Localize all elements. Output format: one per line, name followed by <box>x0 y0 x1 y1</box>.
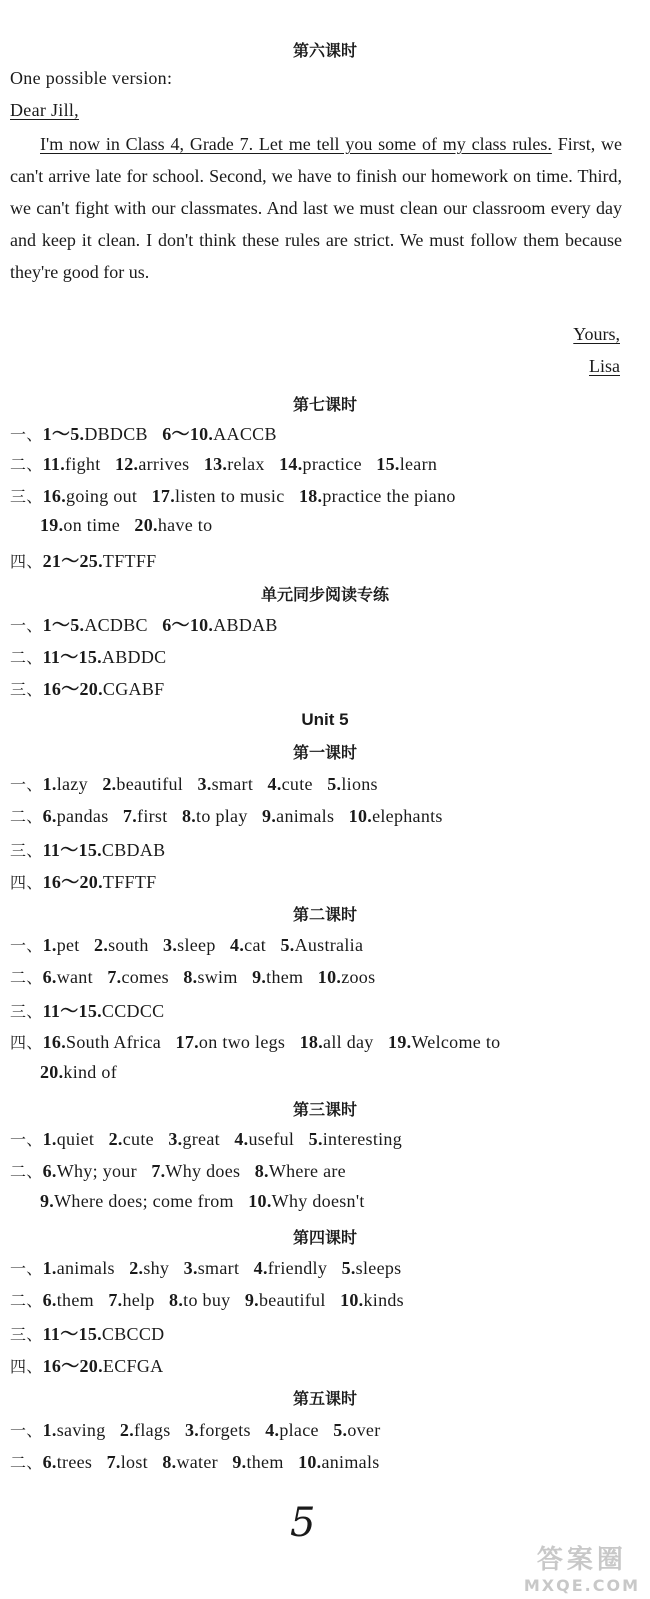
u5-l1-section-4: 四、16～20.TFFTF <box>10 872 157 892</box>
l7-section-4: 四、21～25.TFTFF <box>10 551 157 571</box>
u5-l3-section-1: 一、1.quiet 2.cute 3.great 4.useful 5.interesting <box>10 1129 403 1149</box>
u5-l3-title: 第三课时 <box>292 1100 357 1119</box>
lesson6-title: 第六课时 <box>292 41 357 60</box>
u5-l5-section-2: 二、6.trees 7.lost 8.water 9.them 10.animals <box>10 1452 380 1472</box>
essay-body-lead: I'm now in Class 4, Grade 7. Let me tell you some of my class rules. <box>40 134 552 154</box>
u5-l2-section-3: 三、11～15.CCDCC <box>10 1001 165 1021</box>
u5-l3-section-2: 二、6.Why; your 7.Why does 8.Where are <box>10 1161 346 1181</box>
page-number: 5 <box>290 1500 316 1546</box>
lesson7-title: 第七课时 <box>292 395 357 414</box>
u5-l5-section-1: 一、1.saving 2.flags 3.forgets 4.place 5.over <box>10 1420 381 1440</box>
u5-l2-section-2: 二、6.want 7.comes 8.swim 9.them 10.zoos <box>10 967 376 987</box>
essay-greeting: Dear Jill, <box>10 100 79 120</box>
essay-body <box>10 128 622 288</box>
essay-closing: Yours, <box>573 324 620 344</box>
u5-l3-section-2-cont: 9.Where does; come from 10.Why doesn't <box>40 1191 365 1211</box>
unit5-title: Unit 5 <box>301 710 349 729</box>
u5-l4-section-2: 二、6.them 7.help 8.to buy 9.beautiful 10.kinds <box>10 1290 404 1310</box>
u5-l1-section-3: 三、11～15.CBDAB <box>10 840 166 860</box>
reading-section-3: 三、16～20.CGABF <box>10 679 165 699</box>
u5-l4-section-4: 四、16～20.ECFGA <box>10 1356 164 1376</box>
u5-l1-section-2: 二、6.pandas 7.first 8.to play 9.animals 10.elephants <box>10 806 443 826</box>
u5-l2-section-1: 一、1.pet 2.south 3.sleep 4.cat 5.Australia <box>10 935 364 955</box>
u5-l4-title: 第四课时 <box>292 1228 357 1247</box>
reading-section-1: 一、1～5.ACDBC 6～10.ABDAB <box>10 615 278 635</box>
l7-section-2: 二、11.fight 12.arrives 13.relax 14.practice 15.learn <box>10 454 438 474</box>
watermark-logo <box>524 1539 640 1595</box>
essay-signature: Lisa <box>589 356 620 376</box>
l7-section-3-cont: 19.on time 20.have to <box>40 515 213 535</box>
u5-l5-title: 第五课时 <box>292 1389 357 1408</box>
watermark-text: 答案圈 <box>536 1545 627 1575</box>
watermark-url: MXQE.COM <box>523 1576 640 1595</box>
essay-body-rest: First, we can't arrive late for school. Second, we have to finish our homework on time. Third, we can't fight with our classmates. And last we must clean our classroom every day and keep it clean. I don't think these rules are strict. We must follow them because they're good for us. <box>10 134 623 282</box>
u5-l2-title: 第二课时 <box>292 905 357 924</box>
u5-l2-section-4: 四、16.South Africa 17.on two legs 18.all day 19.Welcome to <box>10 1032 501 1052</box>
u5-l1-section-1: 一、1.lazy 2.beautiful 3.smart 4.cute 5.lions <box>10 774 378 794</box>
u5-l4-section-3: 三、11～15.CBCCD <box>10 1324 165 1344</box>
u5-l1-title: 第一课时 <box>292 743 357 762</box>
unit-reading-title: 单元同步阅读专练 <box>260 585 389 604</box>
u5-l4-section-1: 一、1.animals 2.shy 3.smart 4.friendly 5.sleeps <box>10 1258 402 1278</box>
reading-section-2: 二、11～15.ABDDC <box>10 647 167 667</box>
l7-section-3: 三、16.going out 17.listen to music 18.practice the piano <box>10 486 456 506</box>
essay-intro: One possible version: <box>10 68 173 88</box>
l7-section-1: 一、1～5.DBDCB 6～10.AACCB <box>10 424 277 444</box>
u5-l2-section-4-cont: 20.kind of <box>40 1062 118 1082</box>
